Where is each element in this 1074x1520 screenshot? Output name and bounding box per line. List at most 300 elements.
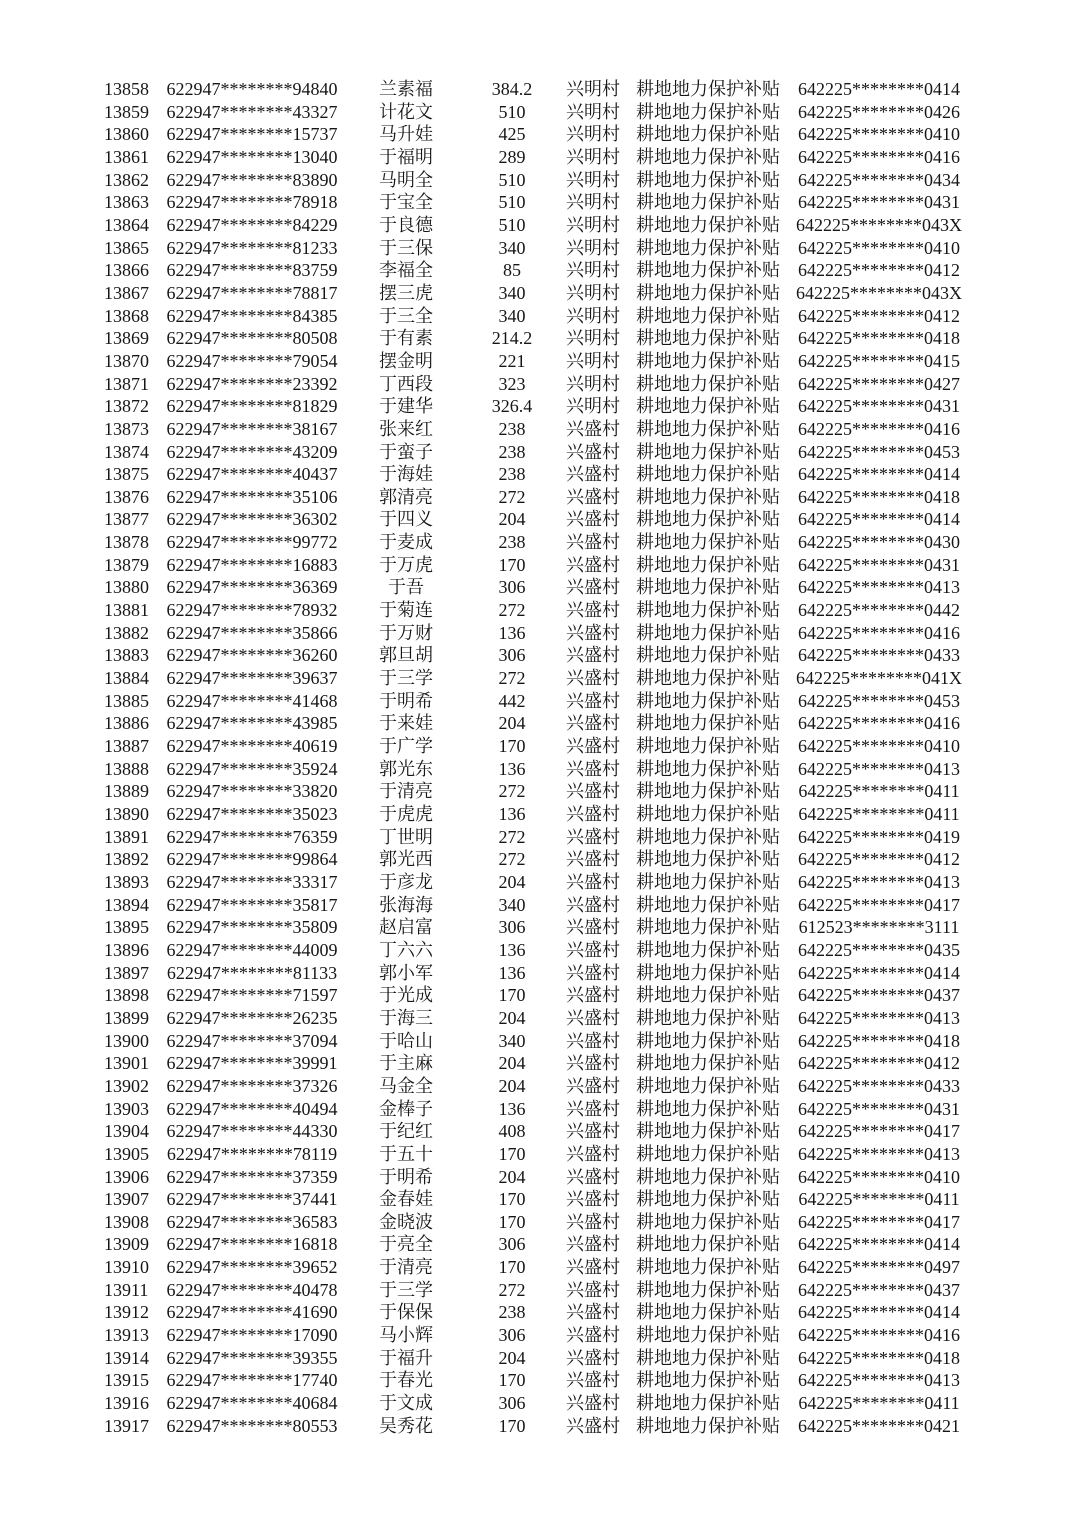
cell-bank-card-masked: 622947********39991 <box>166 1053 338 1074</box>
cell-village: 兴盛村 <box>566 985 620 1006</box>
cell-bank-card-masked: 622947********13040 <box>166 146 338 167</box>
cell-village: 兴盛村 <box>566 826 620 847</box>
cell-row-number: 13909 <box>104 1234 149 1255</box>
cell-person-name: 于吾 <box>388 577 424 598</box>
cell-bank-card-masked: 622947********41468 <box>166 690 338 711</box>
cell-bank-card-masked: 622947********41690 <box>166 1302 338 1323</box>
cell-row-number: 13884 <box>104 668 149 689</box>
table-row <box>0 327 1074 350</box>
cell-id-number-masked: 642225********0413 <box>798 577 960 598</box>
table-row <box>0 1166 1074 1189</box>
cell-village: 兴盛村 <box>566 1189 620 1210</box>
cell-subsidy-type: 耕地地力保护补贴 <box>636 373 780 394</box>
cell-person-name: 于明希 <box>379 1166 433 1187</box>
cell-village: 兴明村 <box>566 192 620 213</box>
cell-subsidy-type: 耕地地力保护补贴 <box>636 441 780 462</box>
cell-row-number: 13888 <box>104 758 149 779</box>
cell-person-name: 计花文 <box>379 101 433 122</box>
cell-bank-card-masked: 622947********33317 <box>166 871 338 892</box>
cell-amount: 204 <box>498 713 526 734</box>
cell-amount: 306 <box>498 577 526 598</box>
cell-id-number-masked: 642225********0418 <box>798 328 960 349</box>
cell-row-number: 13877 <box>104 509 149 530</box>
cell-id-number-masked: 642225********0416 <box>798 146 960 167</box>
cell-row-number: 13878 <box>104 532 149 553</box>
table-row <box>0 1007 1074 1030</box>
cell-person-name: 于春光 <box>379 1370 433 1391</box>
cell-amount: 238 <box>498 464 526 485</box>
cell-amount: 340 <box>498 305 526 326</box>
cell-row-number: 13895 <box>104 917 149 938</box>
cell-amount: 272 <box>498 1279 526 1300</box>
cell-row-number: 13905 <box>104 1143 149 1164</box>
table-row <box>0 1347 1074 1370</box>
cell-amount: 170 <box>498 554 526 575</box>
cell-id-number-masked: 642225********0412 <box>798 305 960 326</box>
cell-id-number-masked: 642225********0433 <box>798 645 960 666</box>
cell-subsidy-type: 耕地地力保护补贴 <box>636 1030 780 1051</box>
cell-village: 兴盛村 <box>566 713 620 734</box>
cell-id-number-masked: 642225********0410 <box>798 736 960 757</box>
cell-person-name: 于三学 <box>379 668 433 689</box>
cell-person-name: 于哈山 <box>379 1030 433 1051</box>
table-row <box>0 1369 1074 1392</box>
table-row <box>0 894 1074 917</box>
table-row <box>0 101 1074 124</box>
cell-village: 兴盛村 <box>566 736 620 757</box>
table-row <box>0 554 1074 577</box>
cell-person-name: 于蛮子 <box>379 441 433 462</box>
cell-bank-card-masked: 622947********76359 <box>166 826 338 847</box>
cell-row-number: 13859 <box>104 101 149 122</box>
cell-row-number: 13897 <box>104 962 149 983</box>
cell-subsidy-type: 耕地地力保护补贴 <box>636 1325 780 1346</box>
table-row <box>0 735 1074 758</box>
cell-row-number: 13911 <box>104 1279 149 1300</box>
cell-village: 兴盛村 <box>566 418 620 439</box>
cell-village: 兴盛村 <box>566 600 620 621</box>
cell-row-number: 13879 <box>104 554 149 575</box>
cell-bank-card-masked: 622947********99772 <box>166 532 338 553</box>
cell-village: 兴明村 <box>566 373 620 394</box>
table-row <box>0 780 1074 803</box>
table-row <box>0 486 1074 509</box>
cell-amount: 340 <box>498 237 526 258</box>
cell-person-name: 于明希 <box>379 690 433 711</box>
cell-id-number-masked: 642225********0413 <box>798 1143 960 1164</box>
cell-bank-card-masked: 622947********35809 <box>166 917 338 938</box>
cell-person-name: 丁六六 <box>379 939 433 960</box>
cell-village: 兴盛村 <box>566 1325 620 1346</box>
cell-row-number: 13873 <box>104 418 149 439</box>
cell-village: 兴明村 <box>566 282 620 303</box>
cell-row-number: 13899 <box>104 1007 149 1028</box>
cell-person-name: 丁世明 <box>379 826 433 847</box>
cell-id-number-masked: 642225********0411 <box>798 781 960 802</box>
cell-amount: 238 <box>498 441 526 462</box>
cell-row-number: 13860 <box>104 124 149 145</box>
cell-amount: 510 <box>498 101 526 122</box>
cell-amount: 238 <box>498 532 526 553</box>
table-row <box>0 418 1074 441</box>
cell-id-number-masked: 642225********0433 <box>798 1075 960 1096</box>
cell-row-number: 13868 <box>104 305 149 326</box>
cell-bank-card-masked: 622947********43209 <box>166 441 338 462</box>
cell-village: 兴明村 <box>566 124 620 145</box>
cell-subsidy-type: 耕地地力保护补贴 <box>636 464 780 485</box>
cell-amount: 272 <box>498 849 526 870</box>
cell-bank-card-masked: 622947********17740 <box>166 1370 338 1391</box>
cell-row-number: 13862 <box>104 169 149 190</box>
cell-id-number-masked: 642225********0418 <box>798 486 960 507</box>
cell-id-number-masked: 642225********0418 <box>798 1347 960 1368</box>
cell-person-name: 于良德 <box>379 214 433 235</box>
cell-village: 兴盛村 <box>566 849 620 870</box>
cell-subsidy-type: 耕地地力保护补贴 <box>636 1234 780 1255</box>
cell-amount: 136 <box>498 804 526 824</box>
cell-amount: 272 <box>498 668 526 689</box>
cell-id-number-masked: 642225********0434 <box>798 169 960 190</box>
table-row <box>0 1188 1074 1211</box>
table-row <box>0 848 1074 871</box>
cell-amount: 170 <box>498 1370 526 1391</box>
cell-village: 兴盛村 <box>566 441 620 462</box>
cell-amount: 272 <box>498 600 526 621</box>
cell-amount: 272 <box>498 486 526 507</box>
cell-person-name: 于海三 <box>379 1007 433 1028</box>
cell-subsidy-type: 耕地地力保护补贴 <box>636 1211 780 1232</box>
cell-id-number-masked: 642225********041X <box>796 668 962 689</box>
cell-person-name: 于清亮 <box>379 781 433 802</box>
cell-person-name: 马金全 <box>379 1075 433 1096</box>
cell-bank-card-masked: 622947********84229 <box>166 214 338 235</box>
cell-id-number-masked: 642225********0410 <box>798 124 960 145</box>
cell-amount: 272 <box>498 826 526 847</box>
table-row <box>0 531 1074 554</box>
cell-subsidy-type: 耕地地力保护补贴 <box>636 1302 780 1323</box>
cell-subsidy-type: 耕地地力保护补贴 <box>636 124 780 145</box>
cell-person-name: 于虎虎 <box>379 804 433 824</box>
table-row <box>0 916 1074 939</box>
cell-amount: 170 <box>498 985 526 1006</box>
cell-subsidy-type: 耕地地力保护补贴 <box>636 260 780 281</box>
cell-id-number-masked: 642225********043X <box>796 214 962 235</box>
cell-village: 兴盛村 <box>566 1007 620 1028</box>
table-row <box>0 282 1074 305</box>
cell-person-name: 马升娃 <box>379 124 433 145</box>
cell-row-number: 13882 <box>104 622 149 643</box>
cell-row-number: 13865 <box>104 237 149 258</box>
table-row <box>0 1030 1074 1053</box>
cell-id-number-masked: 642225********0413 <box>798 758 960 779</box>
cell-amount: 272 <box>498 781 526 802</box>
table-row <box>0 599 1074 622</box>
cell-bank-card-masked: 622947********36302 <box>166 509 338 530</box>
cell-subsidy-type: 耕地地力保护补贴 <box>636 1007 780 1028</box>
cell-amount: 170 <box>498 736 526 757</box>
cell-village: 兴盛村 <box>566 1234 620 1255</box>
cell-bank-card-masked: 622947********35924 <box>166 758 338 779</box>
cell-village: 兴盛村 <box>566 577 620 598</box>
table-row <box>0 259 1074 282</box>
cell-village: 兴明村 <box>566 305 620 326</box>
cell-id-number-masked: 642225********0410 <box>798 1166 960 1187</box>
cell-village: 兴盛村 <box>566 690 620 711</box>
cell-subsidy-type: 耕地地力保护补贴 <box>636 192 780 213</box>
cell-person-name: 金晓波 <box>379 1211 433 1232</box>
table-row <box>0 214 1074 237</box>
cell-subsidy-type: 耕地地力保护补贴 <box>636 328 780 349</box>
cell-subsidy-type: 耕地地力保护补贴 <box>636 985 780 1006</box>
cell-village: 兴盛村 <box>566 464 620 485</box>
cell-village: 兴明村 <box>566 328 620 349</box>
cell-amount: 170 <box>498 1257 526 1278</box>
cell-bank-card-masked: 622947********35106 <box>166 486 338 507</box>
cell-subsidy-type: 耕地地力保护补贴 <box>636 1279 780 1300</box>
cell-id-number-masked: 642225********0417 <box>798 1121 960 1142</box>
table-row <box>0 1392 1074 1415</box>
cell-row-number: 13910 <box>104 1257 149 1278</box>
cell-subsidy-type: 耕地地力保护补贴 <box>636 758 780 779</box>
cell-subsidy-type: 耕地地力保护补贴 <box>636 350 780 371</box>
cell-village: 兴盛村 <box>566 486 620 507</box>
cell-subsidy-type: 耕地地力保护补贴 <box>636 214 780 235</box>
cell-amount: 510 <box>498 214 526 235</box>
cell-id-number-masked: 642225********0416 <box>798 418 960 439</box>
cell-id-number-masked: 642225********0411 <box>798 1189 960 1210</box>
cell-row-number: 13903 <box>104 1098 149 1119</box>
table-row <box>0 1052 1074 1075</box>
cell-subsidy-type: 耕地地力保护补贴 <box>636 282 780 303</box>
cell-amount: 136 <box>498 939 526 960</box>
cell-village: 兴明村 <box>566 101 620 122</box>
cell-bank-card-masked: 622947********40684 <box>166 1393 338 1414</box>
cell-subsidy-type: 耕地地力保护补贴 <box>636 894 780 915</box>
cell-person-name: 于五十 <box>379 1143 433 1164</box>
table-row <box>0 758 1074 781</box>
cell-id-number-masked: 642225********0414 <box>798 962 960 983</box>
table-row <box>0 871 1074 894</box>
cell-id-number-masked: 642225********0431 <box>798 554 960 575</box>
table-row <box>0 644 1074 667</box>
cell-id-number-masked: 642225********0413 <box>798 1370 960 1391</box>
cell-id-number-masked: 642225********0411 <box>798 804 960 824</box>
cell-bank-card-masked: 622947********78918 <box>166 192 338 213</box>
cell-amount: 408 <box>498 1121 526 1142</box>
cell-row-number: 13900 <box>104 1030 149 1051</box>
table-row <box>0 305 1074 328</box>
cell-id-number-masked: 642225********0416 <box>798 622 960 643</box>
cell-person-name: 于彦龙 <box>379 871 433 892</box>
cell-subsidy-type: 耕地地力保护补贴 <box>636 622 780 643</box>
cell-village: 兴盛村 <box>566 622 620 643</box>
cell-village: 兴盛村 <box>566 645 620 666</box>
cell-subsidy-type: 耕地地力保护补贴 <box>636 713 780 734</box>
cell-id-number-masked: 642225********0411 <box>798 1393 960 1414</box>
cell-subsidy-type: 耕地地力保护补贴 <box>636 1075 780 1096</box>
cell-subsidy-type: 耕地地力保护补贴 <box>636 1121 780 1142</box>
cell-subsidy-type: 耕地地力保护补贴 <box>636 1370 780 1391</box>
cell-subsidy-type: 耕地地力保护补贴 <box>636 101 780 122</box>
cell-amount: 306 <box>498 645 526 666</box>
cell-bank-card-masked: 622947********40494 <box>166 1098 338 1119</box>
cell-row-number: 13891 <box>104 826 149 847</box>
cell-row-number: 13858 <box>104 79 149 99</box>
cell-amount: 204 <box>498 871 526 892</box>
cell-subsidy-type: 耕地地力保护补贴 <box>636 1257 780 1278</box>
cell-amount: 170 <box>498 1143 526 1164</box>
cell-bank-card-masked: 622947********35817 <box>166 894 338 915</box>
table-row <box>0 350 1074 373</box>
cell-amount: 221 <box>498 350 526 371</box>
cell-person-name: 于宝全 <box>379 192 433 213</box>
cell-id-number-masked: 642225********0416 <box>798 713 960 734</box>
cell-village: 兴盛村 <box>566 1393 620 1414</box>
cell-village: 兴盛村 <box>566 962 620 983</box>
cell-bank-card-masked: 622947********36260 <box>166 645 338 666</box>
cell-row-number: 13902 <box>104 1075 149 1096</box>
cell-subsidy-type: 耕地地力保护补贴 <box>636 79 780 99</box>
cell-bank-card-masked: 622947********79054 <box>166 350 338 371</box>
cell-row-number: 13904 <box>104 1121 149 1142</box>
cell-bank-card-masked: 622947********37326 <box>166 1075 338 1096</box>
cell-person-name: 于福升 <box>379 1347 433 1368</box>
cell-bank-card-masked: 622947********37441 <box>166 1189 338 1210</box>
cell-person-name: 李福全 <box>379 260 433 281</box>
cell-person-name: 于海娃 <box>379 464 433 485</box>
cell-amount: 204 <box>498 509 526 530</box>
cell-bank-card-masked: 622947********40437 <box>166 464 338 485</box>
table-row <box>0 146 1074 169</box>
cell-bank-card-masked: 622947********35023 <box>166 804 338 824</box>
table-row <box>0 962 1074 985</box>
cell-id-number-masked: 642225********0431 <box>798 192 960 213</box>
cell-village: 兴盛村 <box>566 1415 620 1436</box>
cell-person-name: 于主麻 <box>379 1053 433 1074</box>
cell-village: 兴明村 <box>566 237 620 258</box>
cell-person-name: 于文成 <box>379 1393 433 1414</box>
table-row <box>0 395 1074 418</box>
cell-bank-card-masked: 622947********17090 <box>166 1325 338 1346</box>
cell-row-number: 13886 <box>104 713 149 734</box>
cell-person-name: 于有素 <box>379 328 433 349</box>
cell-bank-card-masked: 622947********83759 <box>166 260 338 281</box>
cell-subsidy-type: 耕地地力保护补贴 <box>636 1393 780 1414</box>
table-row <box>0 1279 1074 1302</box>
cell-amount: 306 <box>498 1393 526 1414</box>
cell-person-name: 于菊连 <box>379 600 433 621</box>
cell-row-number: 13883 <box>104 645 149 666</box>
cell-id-number-masked: 642225********0431 <box>798 1098 960 1119</box>
cell-row-number: 13889 <box>104 781 149 802</box>
table-row <box>0 1301 1074 1324</box>
table-row <box>0 690 1074 713</box>
cell-subsidy-type: 耕地地力保护补贴 <box>636 532 780 553</box>
cell-village: 兴盛村 <box>566 1075 620 1096</box>
cell-person-name: 摆三虎 <box>379 282 433 303</box>
cell-village: 兴盛村 <box>566 1166 620 1187</box>
table-row <box>0 1324 1074 1347</box>
table-row <box>0 237 1074 260</box>
cell-id-number-masked: 612523********3111 <box>798 917 960 938</box>
cell-bank-card-masked: 622947********15737 <box>166 124 338 145</box>
cell-person-name: 张海海 <box>379 894 433 915</box>
cell-subsidy-type: 耕地地力保护补贴 <box>636 509 780 530</box>
table-row <box>0 1075 1074 1098</box>
cell-subsidy-type: 耕地地力保护补贴 <box>636 1098 780 1119</box>
cell-row-number: 13871 <box>104 373 149 394</box>
cell-id-number-masked: 642225********0426 <box>798 101 960 122</box>
cell-person-name: 于三学 <box>379 1279 433 1300</box>
cell-row-number: 13870 <box>104 350 149 371</box>
cell-subsidy-type: 耕地地力保护补贴 <box>636 736 780 757</box>
cell-id-number-masked: 642225********0413 <box>798 1007 960 1028</box>
cell-bank-card-masked: 622947********99864 <box>166 849 338 870</box>
cell-amount: 323 <box>498 373 526 394</box>
cell-village: 兴盛村 <box>566 1211 620 1232</box>
cell-amount: 170 <box>498 1415 526 1436</box>
subsidy-table <box>0 78 1074 1437</box>
cell-id-number-masked: 642225********0437 <box>798 1279 960 1300</box>
table-row <box>0 1415 1074 1438</box>
table-row <box>0 1120 1074 1143</box>
cell-bank-card-masked: 622947********78932 <box>166 600 338 621</box>
cell-subsidy-type: 耕地地力保护补贴 <box>636 577 780 598</box>
table-row <box>0 939 1074 962</box>
cell-id-number-masked: 642225********0413 <box>798 871 960 892</box>
cell-bank-card-masked: 622947********43985 <box>166 713 338 734</box>
cell-row-number: 13917 <box>104 1415 149 1436</box>
cell-village: 兴盛村 <box>566 1347 620 1368</box>
cell-subsidy-type: 耕地地力保护补贴 <box>636 645 780 666</box>
cell-id-number-masked: 642225********0412 <box>798 1053 960 1074</box>
cell-amount: 340 <box>498 1030 526 1051</box>
cell-row-number: 13876 <box>104 486 149 507</box>
table-row <box>0 373 1074 396</box>
cell-row-number: 13866 <box>104 260 149 281</box>
cell-amount: 170 <box>498 1189 526 1210</box>
cell-village: 兴盛村 <box>566 758 620 779</box>
table-row <box>0 826 1074 849</box>
cell-id-number-masked: 642225********0430 <box>798 532 960 553</box>
cell-id-number-masked: 642225********0416 <box>798 1325 960 1346</box>
cell-row-number: 13894 <box>104 894 149 915</box>
table-row <box>0 984 1074 1007</box>
cell-village: 兴盛村 <box>566 668 620 689</box>
cell-subsidy-type: 耕地地力保护补贴 <box>636 169 780 190</box>
cell-subsidy-type: 耕地地力保护补贴 <box>636 917 780 938</box>
cell-village: 兴明村 <box>566 396 620 417</box>
cell-row-number: 13906 <box>104 1166 149 1187</box>
cell-village: 兴盛村 <box>566 871 620 892</box>
cell-bank-card-masked: 622947********78817 <box>166 282 338 303</box>
cell-id-number-masked: 642225********0453 <box>798 690 960 711</box>
cell-bank-card-masked: 622947********84385 <box>166 305 338 326</box>
cell-person-name: 于麦成 <box>379 532 433 553</box>
cell-person-name: 于三全 <box>379 305 433 326</box>
cell-subsidy-type: 耕地地力保护补贴 <box>636 1166 780 1187</box>
cell-person-name: 兰素福 <box>379 79 433 99</box>
cell-id-number-masked: 642225********0435 <box>798 939 960 960</box>
cell-person-name: 金棒子 <box>379 1098 433 1119</box>
cell-village: 兴盛村 <box>566 1257 620 1278</box>
cell-person-name: 郭旦胡 <box>379 645 433 666</box>
cell-row-number: 13864 <box>104 214 149 235</box>
cell-bank-card-masked: 622947********36583 <box>166 1211 338 1232</box>
table-row <box>0 1098 1074 1121</box>
cell-id-number-masked: 642225********0431 <box>798 396 960 417</box>
cell-row-number: 13915 <box>104 1370 149 1391</box>
